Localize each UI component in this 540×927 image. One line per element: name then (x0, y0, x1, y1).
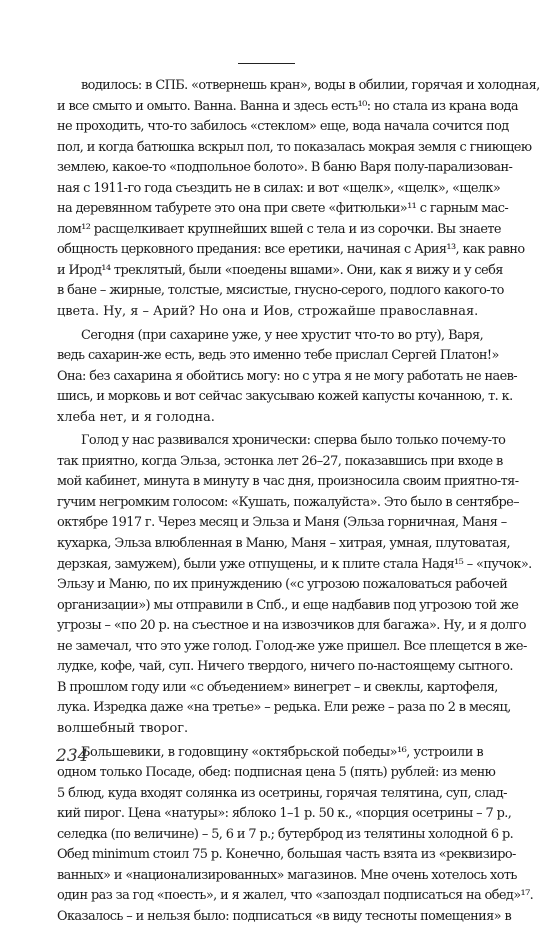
text-line: землею, какое-то «подпольное болото». В баню Варя полу-парализован- (57, 160, 513, 176)
text-line: селедка (по величине) – 5, 6 и 7 р.; бутерброд из телятины холодной 6 р. (57, 826, 514, 842)
text-line: дерзкая, замужем), были уже отпущены, и к плите стала Надя¹⁵ – «пучок». (57, 556, 532, 572)
text-line: водилось: в СПБ. «отвернешь кран», воды в обилии, горячая и холодная, (81, 78, 540, 93)
text-line: ведь сахарин-же есть, ведь это именно тебе прислал Сергей Платон!» (57, 348, 499, 364)
text-line: Сегодня (при сахарине уже, у нее хрустит что-то во рту), Варя, (81, 327, 484, 343)
text-line: на деревянном табурете это она при свете «фитюльки»¹¹ с гарным мас- (57, 201, 509, 217)
text-line: Большевики, в годовщину «октябрьской победы»¹⁶, устроили в (81, 744, 484, 760)
text-line: в бане – жирные, толстые, мясистые, гнусно-серого, подлого какого-то (57, 283, 504, 299)
text-line: октябре 1917 г. Через месяц и Эльза и Маня (Эльза горничная, Маня – (57, 515, 507, 531)
text-line: и все смыто и омыто. Ванна. Ванна и здесь есть¹⁰: но стала из крана вода (57, 98, 518, 114)
text-line: одном только Посаде, обед: подписная цена 5 (пять) рублей: из меню (57, 765, 496, 781)
text-line: и Ирод¹⁴ треклятый, были «поедены вшами». Они, как я вижу и у себя (57, 262, 503, 278)
text-line: гучим негромким голосом: «Кушать, пожалуйста». Это было в сентябре– (57, 494, 519, 510)
text-line: Она: без сахарина я обойтись могу: но с утра я не могу работать не наев- (57, 368, 518, 384)
text-line: волшебный творог. (57, 720, 189, 736)
text-line: один раз за год «поесть», и я жалел, что «запоздал подписаться на обед»¹⁷. (57, 888, 534, 904)
text-line: хлеба нет, и я голодна. (57, 409, 215, 425)
text-line: Голод у нас развивался хронически: сперва было только почему-то (81, 433, 506, 449)
text-line: кий пирог. Цена «натуры»: яблоко 1–1 р. 50 к., «порция осетрины – 7 р., (57, 806, 512, 822)
text-line: В прошлом году или «с объедением» винегрет – и свеклы, картофеля, (57, 679, 498, 695)
header-rule (238, 63, 295, 64)
text-line: Обед minimum стоил 75 р. Конечно, большая часть взята из «реквизиро- (57, 847, 516, 863)
text-line: не проходить, что-то забилось «стеклом» еще, вода начала сочится под (57, 119, 509, 135)
text-line: общность церковного предания: все еретики, начиная с Ария¹³, как равно (57, 242, 525, 258)
text-line: шись, и морковь и вот сейчас закусываю кожей капусты кочанною, т. к. (57, 389, 513, 405)
text-line: Оказалось – и нельзя было: подписаться «в виду тесноты помещения» в (57, 908, 512, 924)
text-line: пол, и когда батюшка вскрыл пол, то показалась мокрая земля с гниющею (57, 139, 532, 155)
text-line: ванных» и «национализированных» магазинов. Мне очень хотелось хоть (57, 867, 517, 883)
text-line: угрозы – «по 20 р. на съестное и на извозчиков для багажа». Ну, и я долго (57, 618, 526, 634)
text-line: лом¹² расщелкивает крупнейших вшей с тела и из сорочки. Вы знаете (57, 221, 501, 237)
text-line: так приятно, когда Эльза, эстонка лет 26–27, показавшись при входе в (57, 453, 503, 469)
text-line: организации») мы отправили в Спб., и еще надбавив под угрозою той же (57, 597, 519, 613)
page-text (57, 76, 540, 927)
text-line: 5 блюд, куда входят солянка из осетрины, горячая телятина, суп, слад- (57, 785, 507, 801)
text-line: кухарка, Эльза влюбленная в Маню, Маня – хитрая, умная, плутоватая, (57, 536, 511, 552)
text-line: цвета. Ну, я – Арий? Но она и Иов, строжайше православная. (57, 304, 479, 320)
text-line: Эльзу и Маню, по их принуждению («с угрозою пожаловаться рабочей (57, 577, 508, 593)
text-line: мой кабинет, минута в минуту в час дня, произносила своим приятно-тя- (57, 474, 519, 490)
text-line: не замечал, что это уже голод. Голод-же уже пришел. Все плещется в же- (57, 638, 527, 654)
page-number: 234 (56, 746, 89, 766)
text-line: лудке, кофе, чай, суп. Ничего твердого, ничего по-настоящему сытного. (57, 659, 513, 675)
text-line: лука. Изредка даже «на третье» – редька. Ели реже – раза по 2 в месяц, (57, 700, 511, 716)
text-line: ная с 1911-го года съездить не в силах: и вот «щелк», «щелк», «щелк» (57, 180, 501, 196)
